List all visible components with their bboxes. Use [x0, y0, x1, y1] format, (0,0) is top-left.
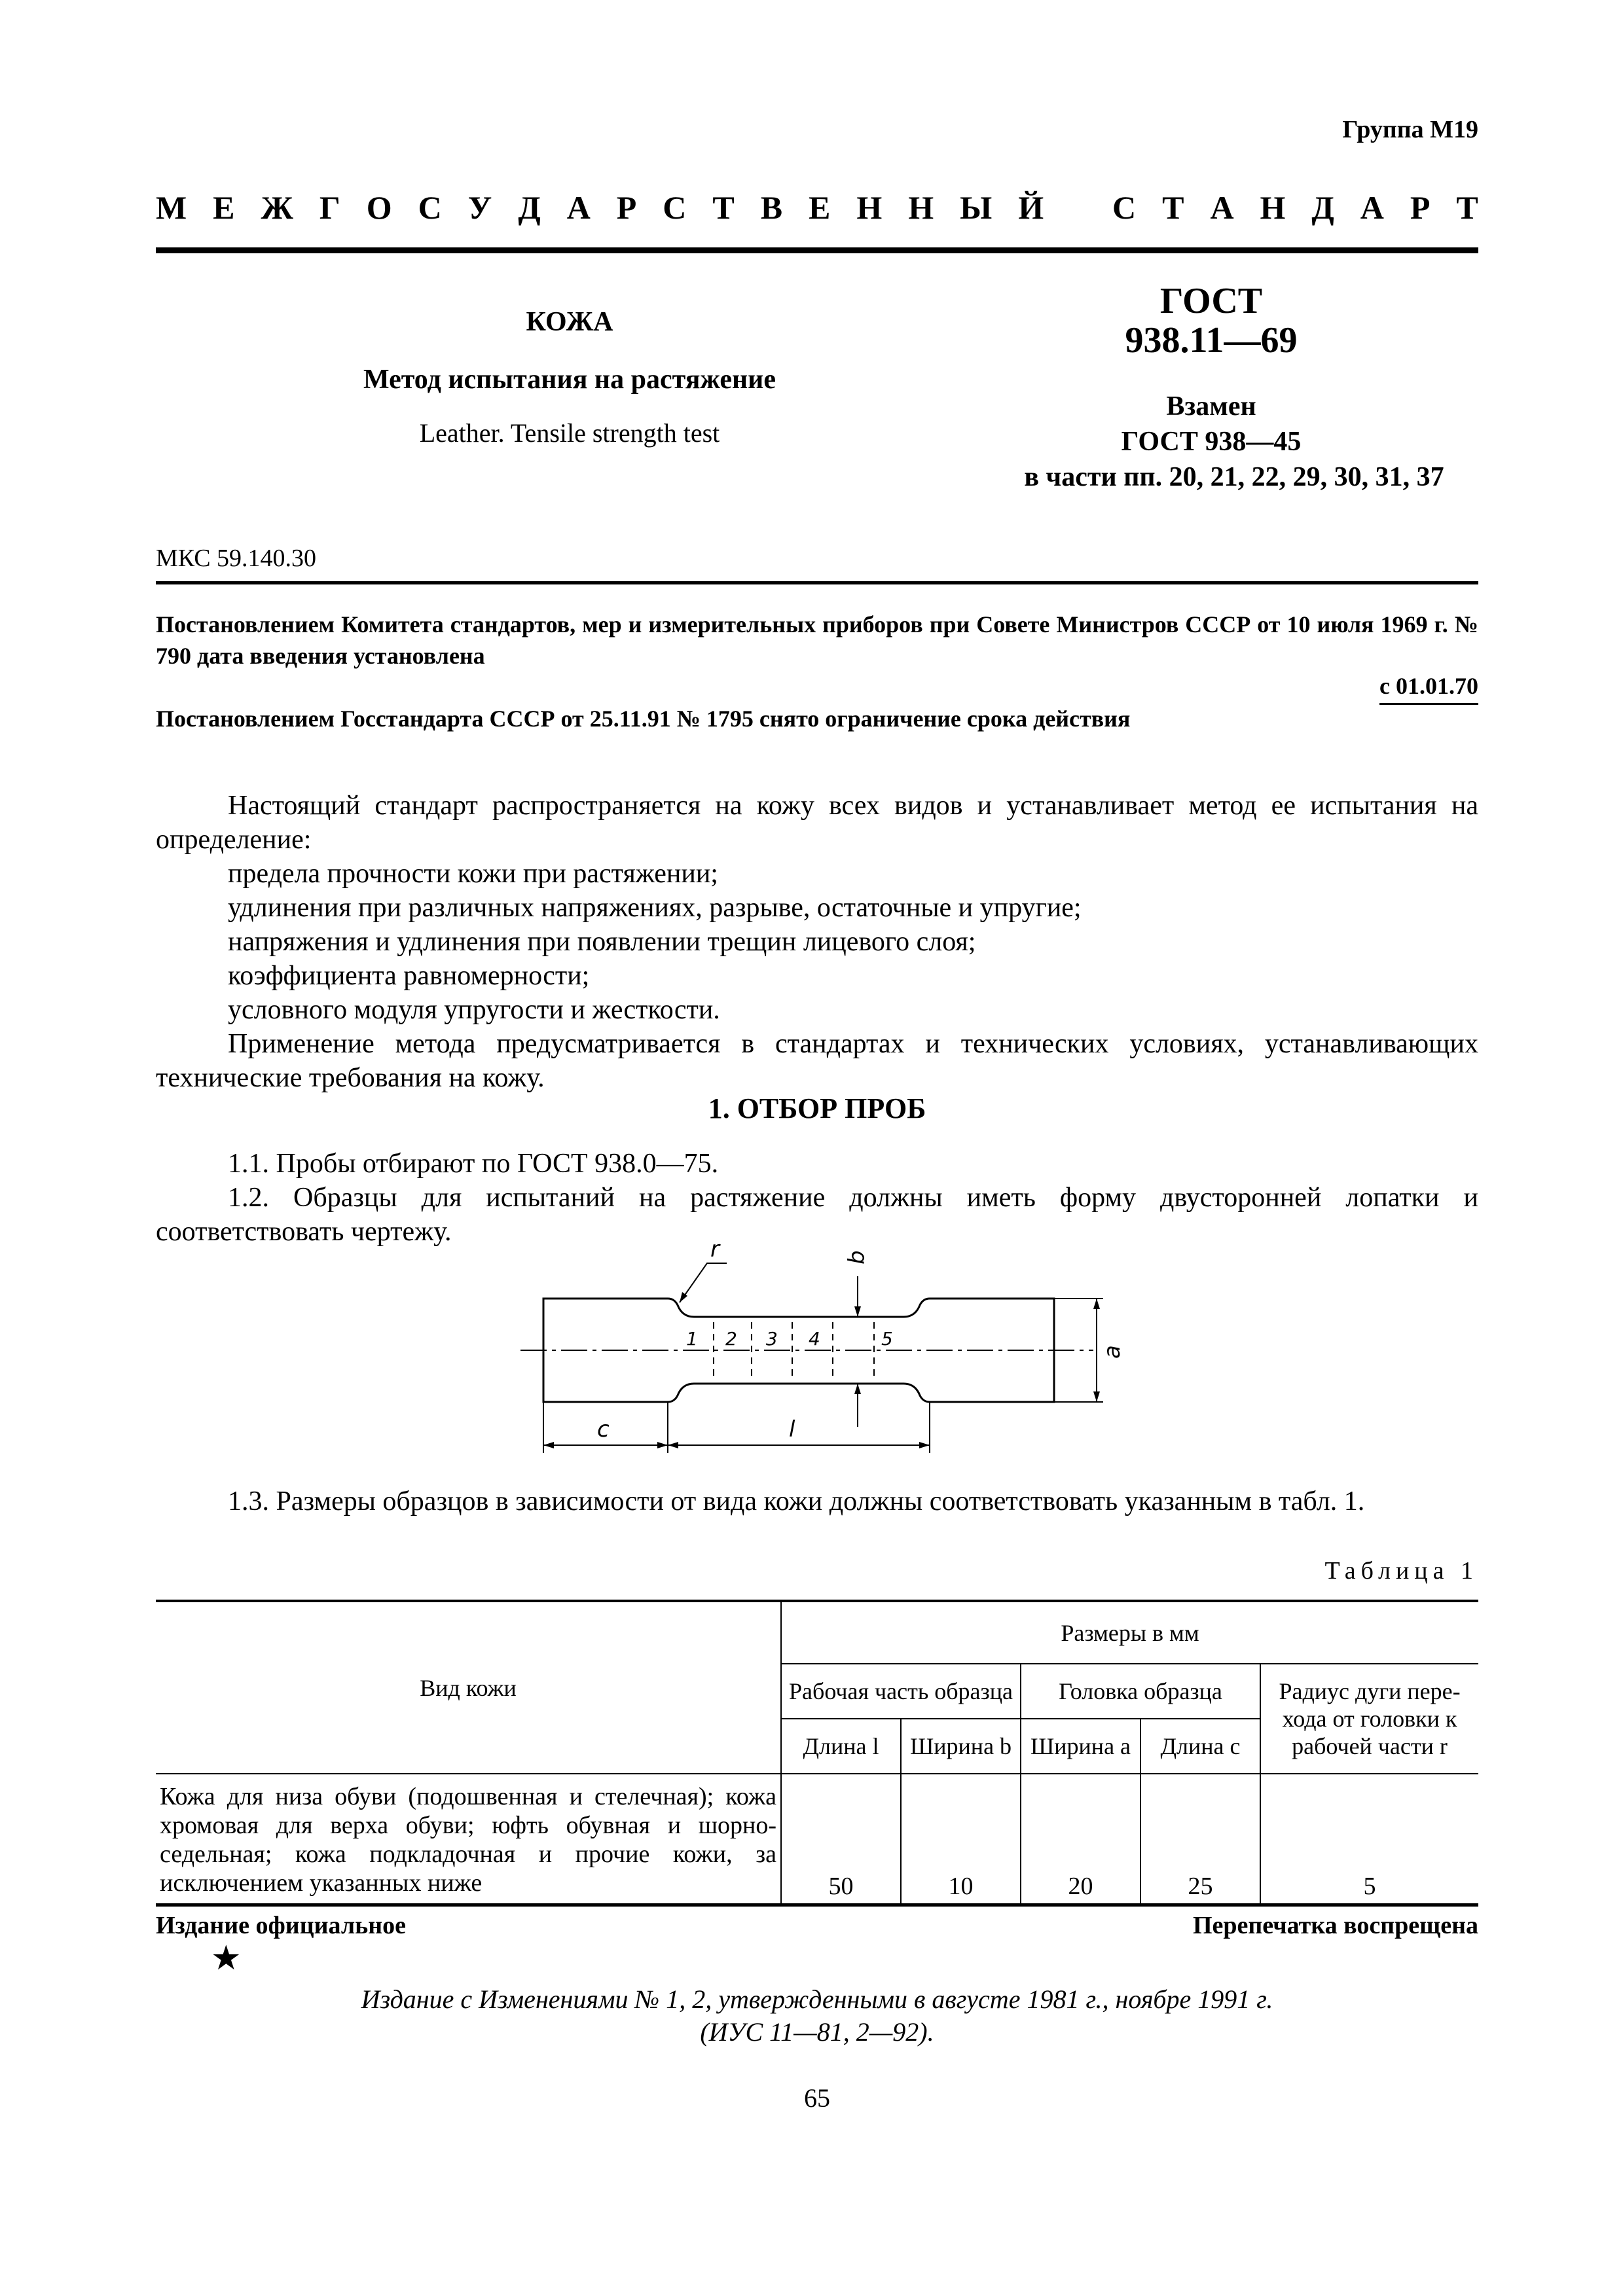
heading-letter: У — [467, 189, 492, 226]
cell-c: 25 — [1140, 1774, 1260, 1905]
mark-3: 3 — [766, 1328, 778, 1350]
heading-letter: Р — [1410, 189, 1431, 226]
heading-letter: Р — [616, 189, 637, 226]
title-block — [288, 306, 851, 448]
table-1 — [156, 1600, 1478, 1907]
heading-letter: О — [366, 189, 392, 226]
table-row — [156, 1774, 1478, 1905]
intro-application: Применение метода предусматривается в стандартах и технических условиях, устанавливающих технические требования на кожу. — [156, 1029, 1478, 1093]
intro-item: условного модуля упругости и жесткости. — [228, 995, 720, 1025]
official-edition: Издание официальное — [156, 1912, 407, 1939]
heading-letter: Ж — [261, 189, 293, 226]
cell-a: 20 — [1021, 1774, 1140, 1905]
cell-b: 10 — [901, 1774, 1021, 1905]
doc-english-title: Leather. Tensile strength test — [419, 418, 720, 448]
heading-letter: М — [156, 189, 187, 226]
heading-letter: Д — [1311, 189, 1334, 226]
page-number: 65 — [804, 2083, 830, 2113]
row-kind: Кожа для низа обуви (подошвенная и стелечная); кожа хромовая для верха обуви; юфть обувная и шорно-седельная; кожа подкладочная и прочие кожи, за исключением указанных ниже — [156, 1774, 781, 1905]
clause-1-2: 1.2. Образцы для испытаний на растяжение должны иметь форму двусторонней лопатки и соответствовать чертежу. — [156, 1183, 1478, 1247]
gost-number: 938.11—69 — [1125, 320, 1298, 361]
heading-letter: Ы — [960, 189, 993, 226]
header-width-b: Ширина b — [901, 1719, 1021, 1774]
header-width-a: Ширина a — [1021, 1719, 1140, 1774]
edition-changes: Издание с Изменениями № 1, 2, утвержденными в августе 1981 г., ноябре 1991 г. — [361, 1984, 1273, 2014]
heading-letter: Т — [1162, 189, 1184, 226]
heading-letter: Е — [809, 189, 831, 226]
label-l: l — [789, 1416, 795, 1443]
label-b: b — [844, 1250, 870, 1265]
table-caption: Таблица 1 — [1324, 1557, 1478, 1585]
section-rule — [156, 581, 1478, 584]
label-c: c — [597, 1416, 610, 1443]
mark-5: 5 — [881, 1328, 893, 1350]
decree-date: с 01.01.70 — [1379, 670, 1478, 705]
intro-item: удлинения при различных напряжениях, разрыве, остаточные и упругие; — [228, 893, 1082, 923]
heading-letter: С — [1112, 189, 1137, 226]
label-r: r — [710, 1237, 720, 1263]
header-head: Головка образца — [1021, 1664, 1260, 1719]
header-radius: Радиус дуги пере-хода от головки к рабочей части r — [1260, 1664, 1478, 1774]
header-rule — [156, 247, 1478, 253]
doc-title: КОЖА — [526, 307, 613, 337]
standard-type-heading — [156, 188, 1478, 226]
heading-letter: С — [418, 189, 442, 226]
intro-section — [156, 789, 1478, 1095]
decree-line2: Постановлением Госстандарта СССР от 25.11.91 № 1795 снято ограничение срока действия — [156, 706, 1131, 732]
heading-letter: С — [663, 189, 687, 226]
heading-letter: Т — [1456, 189, 1478, 226]
mark-1: 1 — [686, 1328, 698, 1350]
intro-lead: Настоящий стандарт распространяется на кожу всех видов и устанавливает метод ее испытания на определение: — [156, 791, 1478, 855]
mark-2: 2 — [725, 1328, 737, 1350]
gost-label: ГОСТ — [1159, 281, 1263, 321]
heading-letter: Е — [213, 189, 235, 226]
clause-1-1: 1.1. Пробы отбирают по ГОСТ 938.0—75. — [228, 1149, 719, 1179]
header-working-part: Рабочая часть образца — [781, 1664, 1021, 1719]
edition-note — [156, 1983, 1478, 2049]
mks-code: МКС 59.140.30 — [156, 545, 317, 572]
intro-item: предела прочности кожи при растяжении; — [228, 859, 718, 889]
replaces-label: Взамен — [1166, 391, 1256, 422]
clause-1-3: 1.3. Размеры образцов в зависимости от вида кожи должны соответствовать указанным в табл. 1. — [228, 1486, 1365, 1516]
reprint-prohibited: Перепечатка воспрещена — [1192, 1912, 1478, 1939]
section-heading: 1. ОТБОР ПРОБ — [708, 1092, 926, 1124]
edition-ius: (ИУС 11—81, 2—92). — [700, 2017, 934, 2047]
heading-letter: В — [760, 189, 783, 226]
specimen-drawing — [511, 1237, 1133, 1460]
star-icon: ★ — [211, 1940, 242, 1977]
section1-text — [156, 1147, 1478, 1249]
group-code: Группа М19 — [1342, 116, 1478, 143]
heading-gap — [1070, 188, 1086, 226]
heading-letter: А — [1360, 189, 1384, 226]
heading-letter: Д — [518, 189, 541, 226]
replaces-gost: ГОСТ 938—45 — [1121, 427, 1302, 457]
header-kind: Вид кожи — [156, 1601, 781, 1774]
replaces-parts: в части пп. 20, 21, 22, 29, 30, 31, 37 — [1024, 462, 1444, 492]
cell-l: 50 — [781, 1774, 901, 1905]
heading-letter: А — [566, 189, 591, 226]
heading-letter: Т — [712, 189, 735, 226]
heading-letter: Н — [908, 189, 934, 226]
header-sizes: Размеры в мм — [781, 1601, 1478, 1664]
heading-letter: Н — [856, 189, 883, 226]
heading-letter: А — [1210, 189, 1234, 226]
heading-letter: Н — [1260, 189, 1286, 226]
heading-letter: Г — [319, 189, 340, 226]
doc-method: Метод испытания на растяжение — [363, 365, 776, 395]
gost-block — [917, 281, 1506, 495]
label-a: a — [1099, 1345, 1125, 1359]
header-length-l: Длина l — [781, 1719, 901, 1774]
intro-item: коэффициента равномерности; — [228, 961, 590, 991]
clause-1-3-block — [156, 1484, 1478, 1518]
cell-r: 5 — [1260, 1774, 1478, 1905]
decree-line1: Постановлением Комитета стандартов, мер и измерительных приборов при Совете Министров СССР от 10 июля 1969 г. № 790 дата введения установлена — [156, 611, 1478, 669]
mark-4: 4 — [809, 1328, 820, 1350]
header-length-c: Длина c — [1140, 1719, 1260, 1774]
intro-item: напряжения и удлинения при появлении трещин лицевого слоя; — [228, 927, 976, 957]
heading-letter: Й — [1018, 189, 1044, 226]
